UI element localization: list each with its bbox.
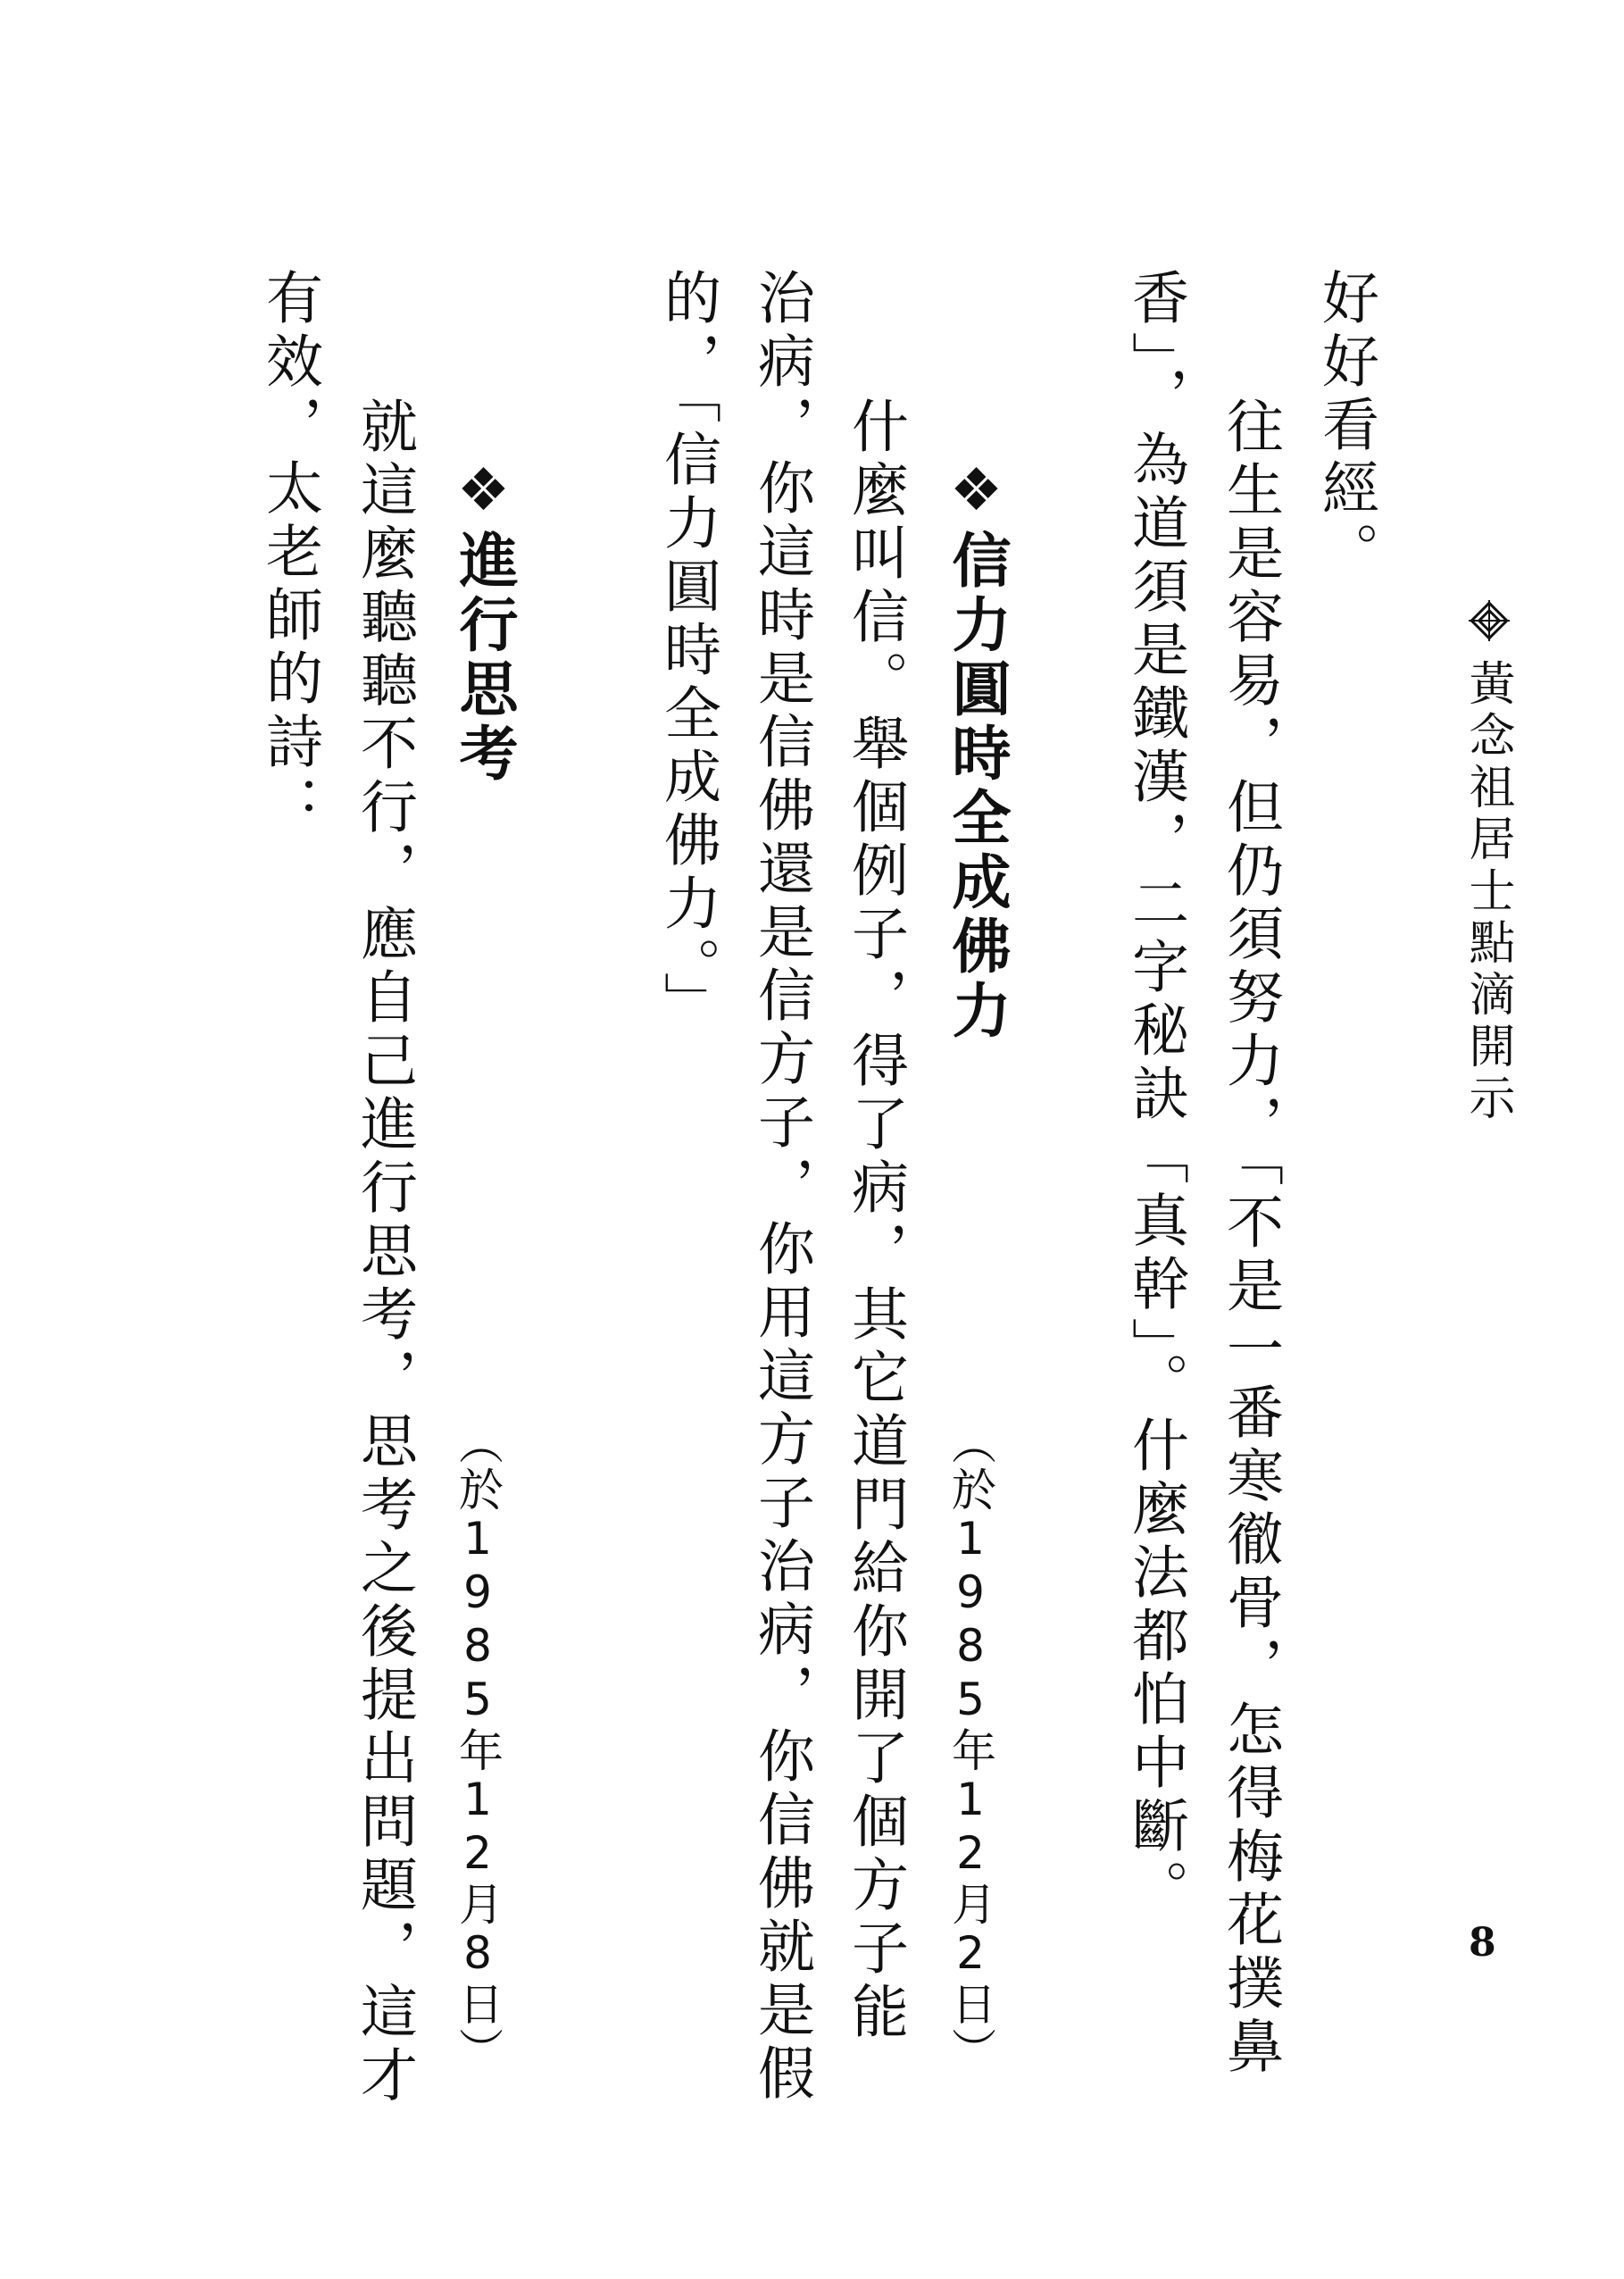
section-heading-2 <box>449 455 518 787</box>
section-date-1: （於1985年12月2日） <box>945 1420 996 2074</box>
bullet-diamond-icon: ❖ <box>942 455 1011 530</box>
section-heading-2-text: 進行思考 <box>449 530 518 787</box>
diamond-knot-icon <box>1467 598 1512 643</box>
text-column-9: 就這麼聽聽不行，應自己進行思考，思考之後提出問題，這才 <box>351 397 417 2108</box>
text-column-1: 好好看經。 <box>1312 268 1378 585</box>
text-column-10: 有效，太老師的詩： <box>256 268 322 839</box>
section-heading-1-text: 信力圓時全成佛力 <box>942 530 1011 1044</box>
text-column-3: 香」，為道須是鐵漢，二字秘訣「真幹」。什麼法都怕中斷。 <box>1122 268 1188 1923</box>
section-heading-1 <box>942 455 1011 1044</box>
text-column-7: 的，「信力圓時全成佛力。」 <box>654 268 720 1035</box>
text-column-6: 治病，你這時是信佛還是信方子，你用這方子治病，你信佛就是假 <box>748 268 814 2107</box>
text-column-5: 什麼叫信。舉個例子，得了病，其它道門給你開了個方子能 <box>842 397 908 2045</box>
section-date-2: （於1985年12月8日） <box>452 1420 504 2074</box>
running-header-title: 黃念祖居士點滴開示 <box>1461 659 1514 1125</box>
bullet-diamond-icon: ❖ <box>449 455 518 530</box>
text-column-2: 往生是容易，但仍須努力，「不是一番寒徹骨，怎得梅花撲鼻 <box>1217 397 1283 2080</box>
page-number: 8 <box>1469 1920 1496 1966</box>
